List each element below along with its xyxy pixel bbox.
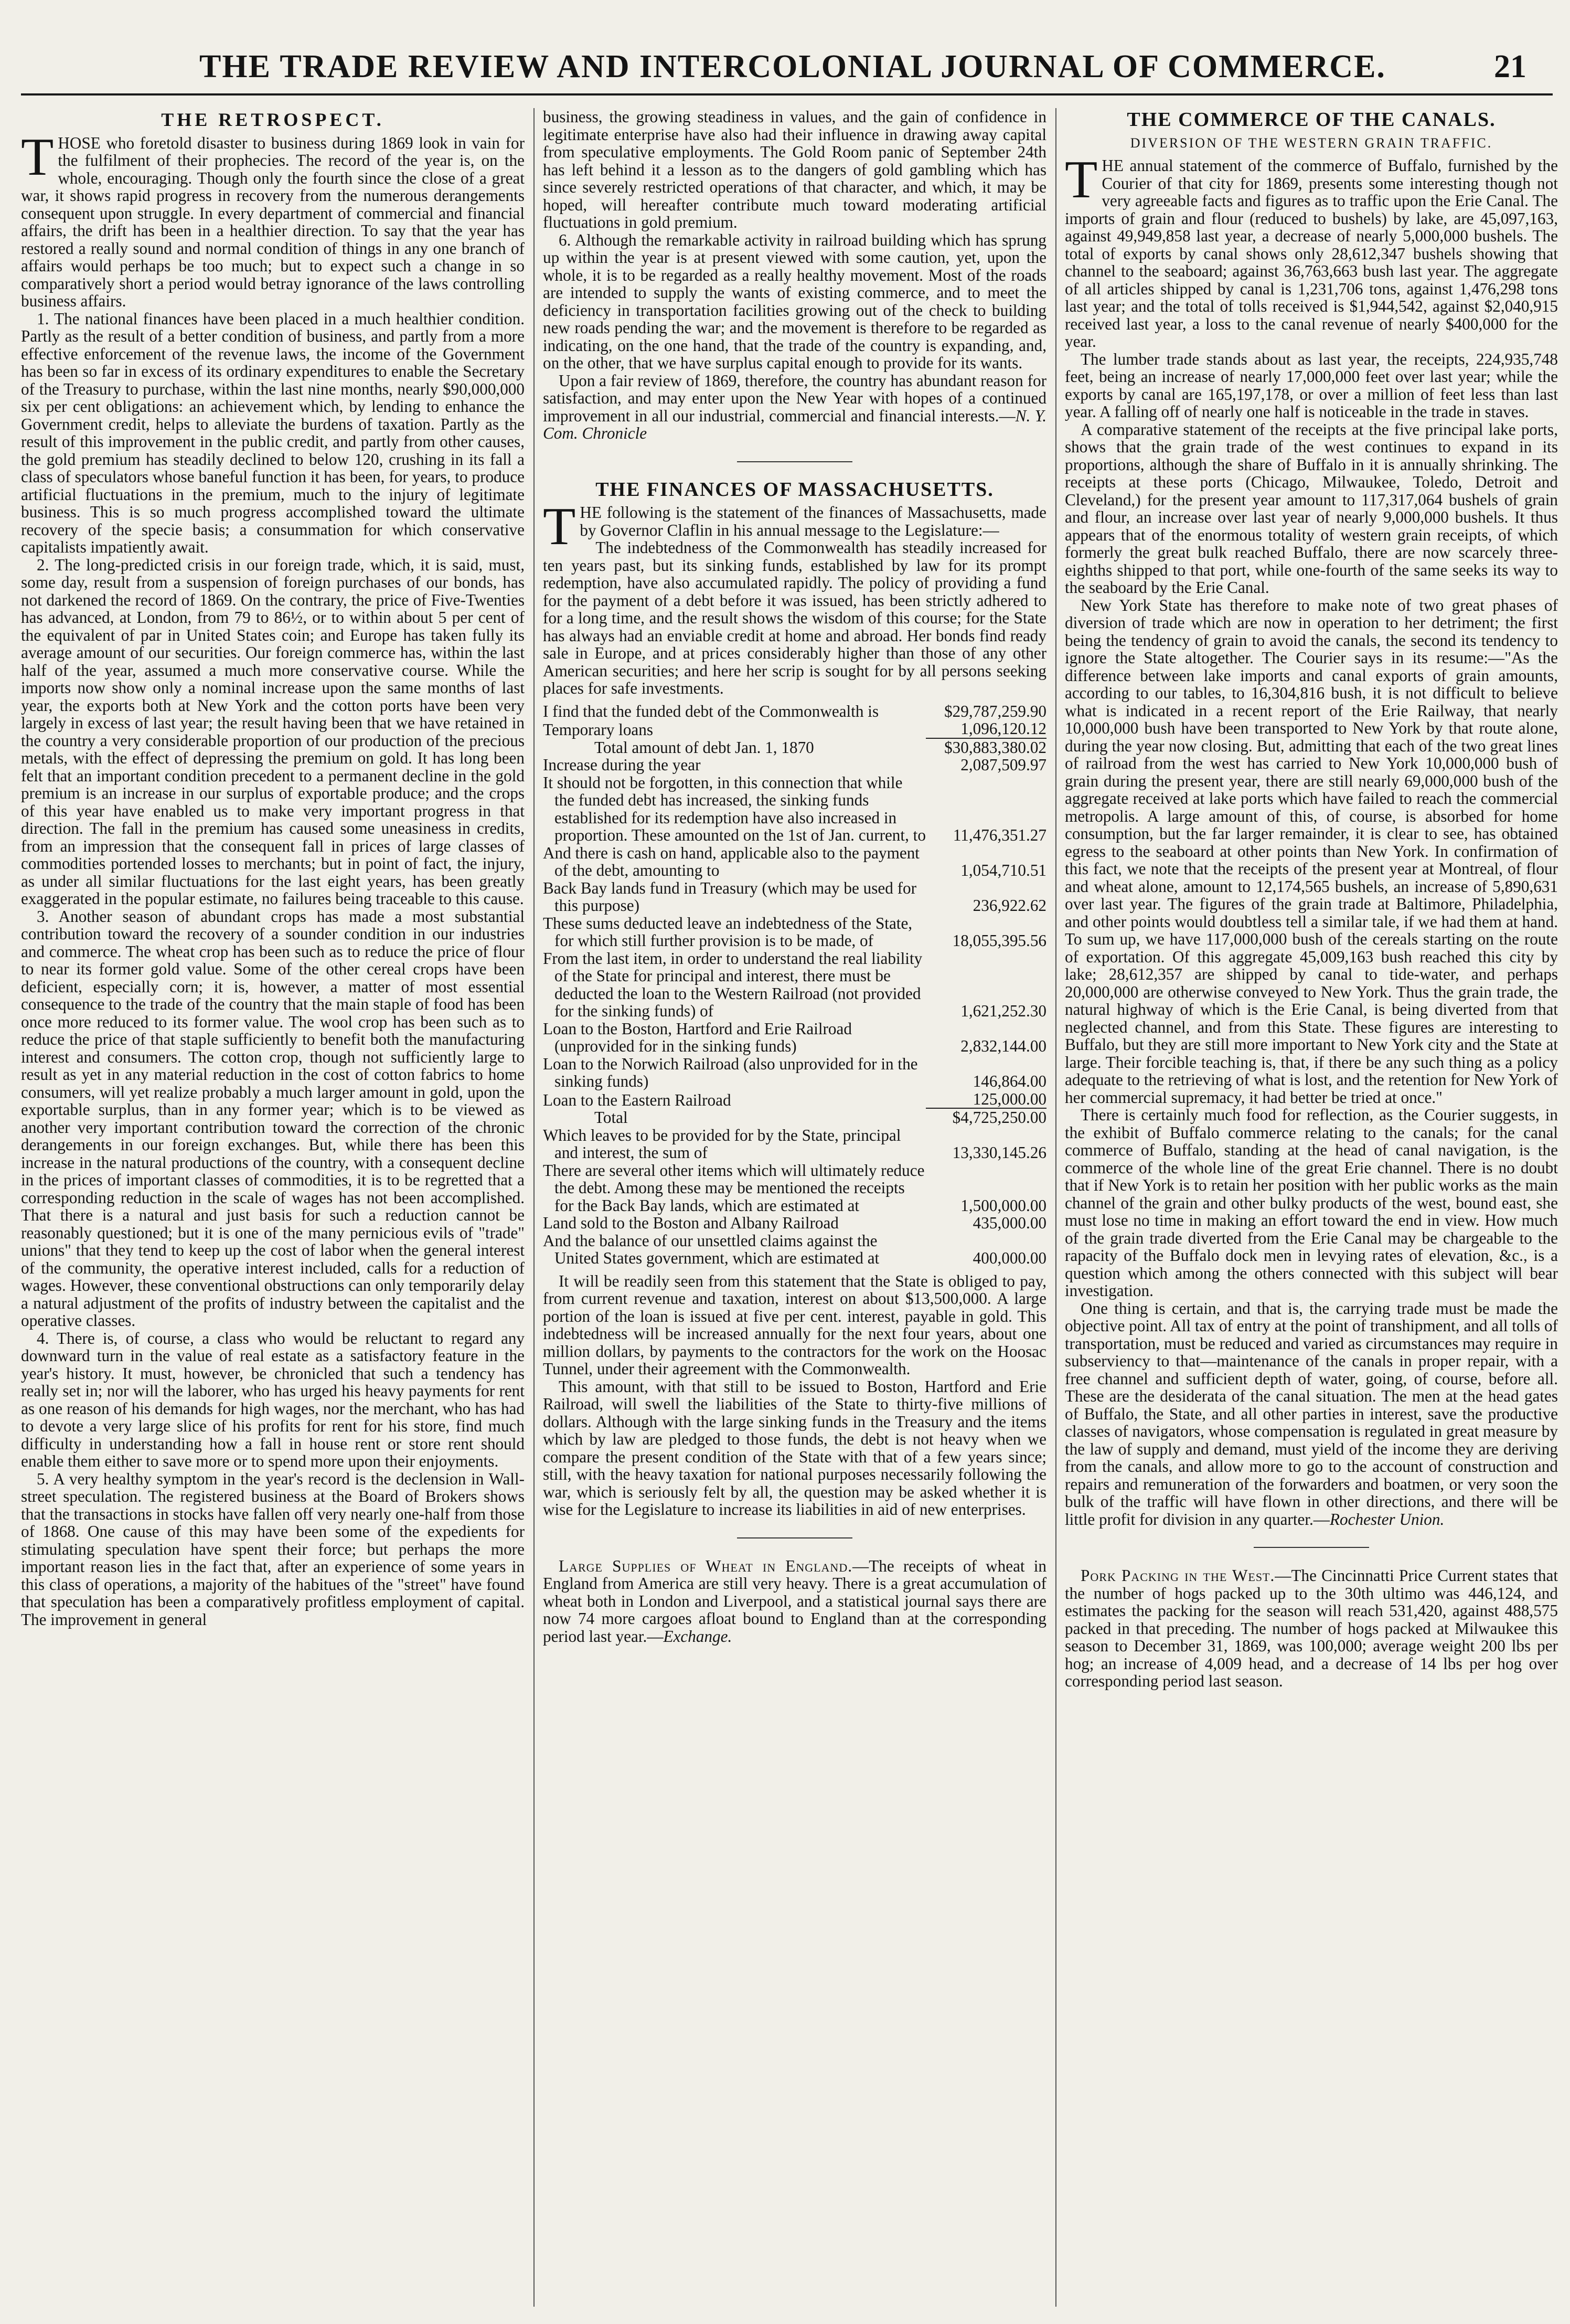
retrospect-headline: THE RETROSPECT. [161, 109, 385, 130]
finances-paragraph-3: It will be readily seen from this statement that the State is obliged to pay, from current revenue and taxation, interest on about $13,500,000. A large portion of the loan is issued at five per cent. interest, payable in gold. This indebtedness will be increased annually for the next four years, about one million dollars, by payments to the contractors for the work on the Hoosac Tunnel, under their agreement with the Commonwealth. [543, 1271, 1046, 1378]
ledger-item-text: Which leaves to be provided for by the State, principal and interest, the sum of [543, 1126, 901, 1162]
ledger-item-text: Temporary loans [543, 720, 653, 739]
canals-subheadline: DIVERSION OF THE WESTERN GRAIN TRAFFIC. [1130, 135, 1493, 151]
ledger-item-amount: 2,832,144.00 [960, 1037, 1046, 1055]
ledger-item-amount: 1,500,000.00 [960, 1196, 1046, 1215]
canals-dropcap: T [1065, 150, 1098, 209]
wheat-paragraph [543, 1557, 1046, 1646]
ledger-item-amount: $4,725,250.00 [952, 1108, 1046, 1127]
separator-rule [737, 461, 852, 462]
canals-source: Rochester Union. [1329, 1510, 1445, 1529]
retrospect-paragraph-1 [21, 127, 525, 310]
ledger-row [543, 915, 1046, 950]
wheat-source: Exchange. [663, 1627, 732, 1646]
retrospect-paragraph-8: 6. Although the remarkable activity in railroad building which has sprung up within the year is at present viewed with some caution, yet, upon the whole, it is to be regarded as a really healthy movement. Most of the roads are intended to supply the wants of existing commerce, and to meet the deficiency in transportation facilities growing out of the check to building new roads pending the war; and the movement is therefore to be regarded as indicating, on the one hand, that the trade of the country is expanding, and, on the other, that we have surplus capital enough to provide for its wants. [543, 230, 1046, 372]
canals-paragraph-5: There is certainly much food for reflection, as the Courier suggests, in the exhibit of Buffalo commerce relating to the canals; for the canal commerce of Buffalo, standing at the head of canal navigation, is the commerce of the whole line of the great Erie channel. There is no doubt that if New York is to retain her position with her public works as the main channel of the grain and other bulky products of the west, bound east, she must lose no time in making an effort toward the end in view. How much of the grain trade diverted from the Erie Canal may be chargeable to the rapacity of the Buffalo dock men in levying rates of elevation, &c., is a question which among the others connected with this subject will bear investigation. [1065, 1106, 1558, 1300]
ledger-row [543, 1232, 1046, 1267]
ledger-item-text: And there is cash on hand, applicable also to the payment of the debt, amounting to [543, 843, 920, 879]
retrospect-p9-text: Upon a fair review of 1869, therefore, the country has abundant reason for satisfaction, and may enter upon the New Year with hopes of a continued improvement in all our industrial, commercial and financial interests.— [543, 371, 1046, 425]
retrospect-paragraph-5: 4. There is, of course, a class who would be reluctant to regard any downward turn in the value of real estate as a satisfactory feature in the year's history. It must, however, be chronicled that such a tendency has really set in; nor will the laborer, who has urged his heavy payments for rent as one reason of his demands for high wages, nor the merchant, who has had to devote a very large slice of his profits for rent for his store, find much difficulty in understanding how a fall in house rent or store rent should enable them either to save more or to spend more upon their enjoyments. [21, 1329, 525, 1470]
ledger-row [543, 844, 1046, 879]
canals-paragraph-4: New York State has therefore to make note of two great phases of diversion of trade which are now in operation to her detriment; the first being the tendency of grain to avoid the canals, the second its tendency to ignore the State altogether. The Courier says in its resume:—"As the difference between lake imports and canal exports of grain amounts, according to our tables, to 16,304,816 bush, it is not difficult to believe what is indicated in a recent report of the Erie Railway, that nearly 10,000,000 bush have been transported to New York by that route alone, during the year now closing. But, admitting that each of the two great lines of railroad from the west has carried to New York 10,000,000 bush of grain during the present year, there are still nearly 69,000,000 bush of the aggregate received at lake ports which have failed to reach the commercial metropolis. A large amount of this, of course, is absorbed for home consumption, but the far larger remainder, it is clear to see, has obtained egress to the seaboard at other points than New York. In confirmation of this fact, we note that the receipts of the present year at Montreal, of flour and wheat alone, amount to 12,174,565 bushels, an increase of 5,890,631 over last year. The figures of the grain trade at Baltimore, Philadelphia, and other points would doubtless tell a similar tale, if we had them at hand. To sum up, we have 117,000,000 bush of the cereals starting on the route of exportation. Of this aggregate 45,009,163 bush reached this city by lake; 28,612,357 are shipped by canal to tide-water, and perhaps 20,000,000 are otherwise conveyed to New York. Thus the grain trade, the natural highway of which is the Erie Canal, is being diverted from that neglected channel, and from this State. These figures are interesting to Buffalo, but they are still more important to New York city and the State at large. Their forcible teaching is, that, if there be any such thing as a policy adequate to the retrieving of what is lost, and the retention for New York of her commercial supremacy, it had better be tried at once." [1065, 596, 1558, 1107]
ledger-row [543, 1055, 1046, 1090]
journal-title: THE TRADE REVIEW AND INTERCOLONIAL JOURNAL OF COMMERCE. [199, 49, 1386, 84]
ledger-item-text: Land sold to the Boston and Albany Railroad [543, 1214, 839, 1232]
column-1 [21, 108, 525, 2312]
running-head [178, 48, 1547, 90]
wheat-lead: Large Supplies of Wheat in England. [559, 1556, 853, 1575]
ledger-item-text: Total amount of debt Jan. 1, 1870 [594, 738, 814, 757]
ledger-item-amount: $29,787,259.90 [944, 702, 1046, 720]
finances-dropcap: T [543, 497, 576, 556]
header-rule [21, 93, 1553, 95]
pork-body: —The Cincinnatti Price Current states that the number of hogs packed up to the 30th ultimo was 446,124, and estimates the packing for the season will reach 531,420, against 488,575 packed in that preceding. The number of hogs packed at Milwaukee this season to December 31, 1869, was 100,000; average weight 200 lbs per hog; an increase of 4,009 head, and a decrease of 14 lbs per hog over corresponding period last season. [1065, 1566, 1558, 1690]
retrospect-paragraph-4: 3. Another season of abundant crops has made a most substantial contribution toward the recovery of a sounder condition in our industries and commerce. The wheat crop has been such as to reduce the price of flour to near its former gold value. Some of the other cereal crops have been deficient, especially corn; it is, however, a matter of most essential consequence to the trade of the country that the main staple of food has been once more reduced to its former value. The wool crop has been such as to reduce the price of that staple sufficiently to benefit both the manufacturing interest and consumers. The cotton crop, though not sufficiently large to result as yet in any material reduction in the cost of cotton fabrics to home consumers, will yet realize probably a much larger amount in gold, upon the exportable surplus, than in any former year; which is to be viewed as another very important contribution toward the correction of the chronic derangements in our foreign exchanges. But, while there has been this increase in the natural productions of the country, with a consequent decline in the prices of important classes of commodities, it is to be regretted that a corresponding reduction in the scale of wages has not been accomplished. That there is a natural and just basis for such a reduction cannot be reasonably questioned; but it is one of the many pernicious evils of "trade" unions" that they tend to keep up the cost of labor when the general interest of the community, the operative interest included, calls for a reduction of wages. However, these conventional obstructions can only temporarily delay a natural adjustment of the profits of industry between the capitalist and the operative classes. [21, 907, 525, 1330]
ledger-item-text: Loan to the Norwich Railroad (also unprovided for in the sinking funds) [543, 1054, 918, 1090]
finances-headline: THE FINANCES OF MASSACHUSETTS. [595, 478, 994, 501]
ledger-item-amount: 400,000.00 [973, 1249, 1046, 1267]
canals-paragraph-2: The lumber trade stands about as last year, the receipts, 224,935,748 feet, being an increase of nearly 17,000,000 feet over last year; while the exports by canal are 165,197,178, or over a million of feet less than last year. A falling off of nearly one half is noticeable in the trade in staves. [1065, 349, 1558, 421]
ledger-item-amount: 236,922.62 [973, 896, 1046, 915]
ledger-item-amount: $30,883,380.02 [944, 738, 1046, 757]
ledger-item-text: I find that the funded debt of the Commonwealth is [543, 702, 879, 720]
column-3 [1065, 108, 1558, 2312]
finances-ledger [543, 703, 1046, 1267]
ledger-row [543, 1020, 1046, 1055]
retrospect-dropcap: T [21, 127, 54, 187]
ledger-row [543, 1162, 1046, 1215]
ledger-item-text: From the last item, in order to understand the real liability of the State for principal and interest, there must be deducted the loan to the Western Railroad (not provided for the sinking funds) of [543, 949, 923, 1020]
ledger-item-text: Increase during the year [543, 756, 701, 774]
ledger-item-amount: 18,055,395.56 [952, 931, 1046, 950]
ledger-item-text: There are several other items which will ultimately reduce the debt. Among these may be mentioned the receipts for the Back Bay lands, which are estimated at [543, 1161, 925, 1215]
retrospect-paragraph-6: 5. A very healthy symptom in the year's record is the declension in Wall-street speculation. The registered business at the Board of Brokers shows that the transactions in stocks have fallen off very nearly one-half from those of 1868. One cause of this may have been some of the expedients for stimulating speculation have spent their force; but perhaps the more important reason lies in the fact that, after an experience of some years in this class of operations, a majority of the habitues of the "street" have found that speculation has been a comparatively profitless employment of capital. The improvement in general [21, 1469, 525, 1629]
ledger-item-amount: 1,096,120.12 [926, 720, 1046, 739]
ledger-row [543, 1109, 1046, 1127]
ledger-item-text: And the balance of our unsettled claims against the United States government, which are estimated at [543, 1231, 880, 1267]
ledger-row [543, 720, 1046, 739]
ledger-row [543, 950, 1046, 1020]
retrospect-paragraph-7: business, the growing steadiness in values, and the gain of confidence in legitimate enterprise have also had their influence in drawing away capital from speculative employments. The Gold Room panic of September 24th has left behind it a lesson as to the dangers of gold gambling which has since severely restricted operations of that character, and which, it may be hoped, will hereafter contribute much toward moderating artificial fluctuations in gold premium. [543, 108, 1046, 231]
column-2 [543, 108, 1046, 2312]
ledger-item-amount: 125,000.00 [926, 1090, 1046, 1109]
ledger-row [543, 1090, 1046, 1109]
finances-paragraph-4: This amount, with that still to be issued to Boston, Hartford and Erie Railroad, will swell the liabilities of the State to thirty-five millions of dollars. Although with the large sinking funds in the Treasury and the items which by law are pledged to those funds, the debt is not heavy when we compare the present condition of the State with that of a few years since; still, with the heavy taxation for national purposes necessarily following the war, which is seriously felt by all, the question may be asked whether it is wise for the Legislature to increase its liabilities in aid of new enterprises. [543, 1377, 1046, 1519]
ledger-row [543, 703, 1046, 720]
ledger-item-amount: 435,000.00 [973, 1214, 1046, 1232]
ledger-item-text: Loan to the Boston, Hartford and Erie Railroad (unprovided for in the sinking funds) [543, 1019, 852, 1055]
ledger-item-amount: 146,864.00 [973, 1072, 1046, 1090]
retrospect-paragraph-3: 2. The long-predicted crisis in our foreign trade, which, it is said, must, some day, result from a suspension of foreign purchases of our bonds, has not darkened the record of 1869. On the contrary, the price of Five-Twenties has advanced, at London, from 79 to 86½, or to within about 5 per cent of the equivalent of par in United States coin; and Europe has taken fully its average amount of our securities. Our foreign commerce has, within the last half of the year, assumed a much more conservative course. While the imports now show only a nominal increase upon the same months of last year, the exports both at New York and the cotton ports have been very largely in excess of last year; the result having been that we have retained in the country a very considerable proportion of our production of the precious metals, with the effect of depressing the premium on gold. It has long been felt that an important condition precedent to a permanent decline in the gold premium is an increase in our surplus of exportable produce; and the crops of this year have enabled us to make very important progress in that direction. The fall in the premium has caused some uneasiness in credits, from an impression that the consequent fall in prices of large classes of commodities portended losses to merchants; but in point of fact, the injury, as under all similar fluctuations for the last eight years, has been greatly exaggerated in the popular estimate, no failures being traceable to this cause. [21, 555, 525, 908]
column-rule-2 [1055, 108, 1056, 2307]
page-number: 21 [1494, 49, 1526, 84]
retrospect-source: N. Y. Com. Chronicle [543, 406, 1046, 442]
ledger-item-text: These sums deducted leave an indebtedness of the State, for which still further provision is to be made, of [543, 914, 913, 950]
canals-paragraph-1 [1065, 150, 1558, 351]
finances-paragraph-2: The indebtedness of the Commonwealth has steadily increased for ten years past, but its sinking funds, established by law for its prompt redemption, have also accumulated rapidly. The policy of providing a fund for the payment of a debt before it was issued, has been strictly adhered to for a long time, and the result shows the wisdom of this course; for the State has always had an enviable credit at home and abroad. Her bonds find ready sale in Europe, and at prices considerably higher than those of any other American securities; and here her scrip is sought for by all persons seeking places for safe investments. [543, 538, 1046, 697]
canals-headline: THE COMMERCE OF THE CANALS. [1127, 109, 1496, 131]
column-rule-1 [533, 108, 535, 2307]
canals-p6-text: One thing is certain, and that is, the carrying trade must be made the objective point. All tax of entry at the point of transhipment, and all tolls of transportation, must be reduced and varied as circumstances may require in subserviency to that—maintenance of the canals in proper repair, with a free channel and sufficient depth of water, going, of course, before all. These are the desiderata of the canal situation. The men at the head gates of Buffalo, the State, and all other parties in interest, save the productive classes of navigators, whose compensation is regulated in great measure by the law of supply and demand, must yield of the income they are deriving from the canals, and allow more to go to the account of construction and repairs and remuneration of the forwarders and boatmen, or very soon the bulk of the traffic will have flown in other directions, and there will be little profit for division in any quarter.— [1065, 1299, 1558, 1529]
retrospect-paragraph-9 [543, 372, 1046, 442]
canals-paragraph-6 [1065, 1300, 1558, 1529]
ledger-item-amount: 2,087,509.97 [960, 756, 1046, 774]
separator-rule [737, 1537, 852, 1538]
ledger-item-amount: 1,621,252.30 [960, 1002, 1046, 1020]
pork-lead: Pork Packing in the West. [1081, 1566, 1275, 1585]
ledger-item-text: It should not be forgotten, in this connection that while the funded debt has increased, the sinking funds established for its redemption have also increased in proportion. These amounted on the 1st of Jan. current, to [543, 773, 926, 844]
ledger-row [543, 739, 1046, 757]
wheat-body: —The receipts of wheat in England from America are still very heavy. There is a great accumulation of wheat both in London and Liverpool, and a statistical journal says there are now 74 more cargoes afloat bound to England than at the corresponding period last year.— [543, 1556, 1046, 1646]
finances-paragraph-1 [543, 497, 1046, 556]
ledger-row [543, 879, 1046, 915]
ledger-item-amount: 1,054,710.51 [960, 861, 1046, 879]
pork-paragraph [1065, 1567, 1558, 1690]
ledger-row [543, 756, 1046, 774]
ledger-item-amount: 13,330,145.26 [952, 1143, 1046, 1162]
ledger-row [543, 774, 1046, 844]
ledger-item-amount: 11,476,351.27 [953, 826, 1046, 844]
ledger-row [543, 1214, 1046, 1232]
canals-p1-text: HE annual statement of the commerce of Buffalo, furnished by the Courier of that city for 1869, presents some interesting though not very agreeable facts and figures as to traffic upon the Erie Canal. The imports of grain and flour (reduced to bushels) by lake, are 45,097,163, against 49,949,858 last year, a decrease of nearly 5,000,000 bushels. The total of exports by canal shows only 28,612,347 bushels showing that channel to the seaboard; against 36,763,663 bush last year. The aggregate of all articles shipped by canal is 1,231,706 tons, against 1,476,298 tons last year; and the total of tolls received is $1,944,542, against $2,040,915 received last year, a loss to the canal revenue of nearly $400,000 for the year. [1065, 156, 1558, 351]
retrospect-p1-text: HOSE who foretold disaster to business during 1869 look in vain for the fulfilment of their prophecies. The record of the year is, on the whole, encouraging. Though only the fourth since the close of a great war, it shows rapid progress in recovery from the numerous derangements consequent upon struggle. In every department of commercial and financial affairs, the drift has been in a healthier direction. To say that the year has restored a really sound and normal condition of things in any one branch of affairs would perhaps be too much; but to expect such a change in so comparatively short a period would betray ignorance of the laws controlling business affairs. [21, 133, 525, 310]
ledger-item-text: Loan to the Eastern Railroad [543, 1090, 731, 1109]
retrospect-paragraph-2: 1. The national finances have been placed in a much healthier condition. Partly as the result of a better condition of business, and partly from a more effective enforcement of the revenue laws, the income of the Government has been so far in excess of its ordinary expenditures to enable the Secretary of the Treasury to purchase, within the last nine months, nearly $90,000,000 six per cent obligations: an achievement which, by lending to enhance the Government credit, helps to alleviate the burdens of taxation. Partly as the result of this improvement in the public credit, and partly from other causes, the gold premium has steadily declined to below 120, crushing in its fall a class of speculators whose baneful function it has been, for years, to produce artificial fluctuations in the premium, much to the injury of legitimate business. This is so much progress accomplished toward the ultimate recovery of the specie basis; a consummation for which conservative capitalists impatiently await. [21, 309, 525, 556]
ledger-item-text: Back Bay lands fund in Treasury (which may be used for this purpose) [543, 878, 916, 915]
finances-p1-text: HE following is the statement of the finances of Massachusetts, made by Governor Claflin in his annual message to the Legislature:— [580, 503, 1046, 539]
canals-paragraph-3: A comparative statement of the receipts at the five principal lake ports, shows that the grain trade of the west continues to expand in its proportions, although the share of Buffalo in it is annually shrinking. The receipts at these ports (Chicago, Milwaukee, Toledo, Detroit and Cleveland,) for the present year amount to 117,317,064 bushels of grain and flour, an increase over last year of nearly 9,000,000 bushels. It thus appears that of the enormous totality of western grain receipts, of which formerly the great bulk reached Buffalo, there are now scarcely three-eighths shipped to that port, while one-fourth of the same seeks its way to the seaboard by the Erie Canal. [1065, 420, 1558, 597]
separator-rule [1254, 1547, 1369, 1548]
ledger-row [543, 1127, 1046, 1162]
ledger-item-text: Total [594, 1108, 628, 1127]
